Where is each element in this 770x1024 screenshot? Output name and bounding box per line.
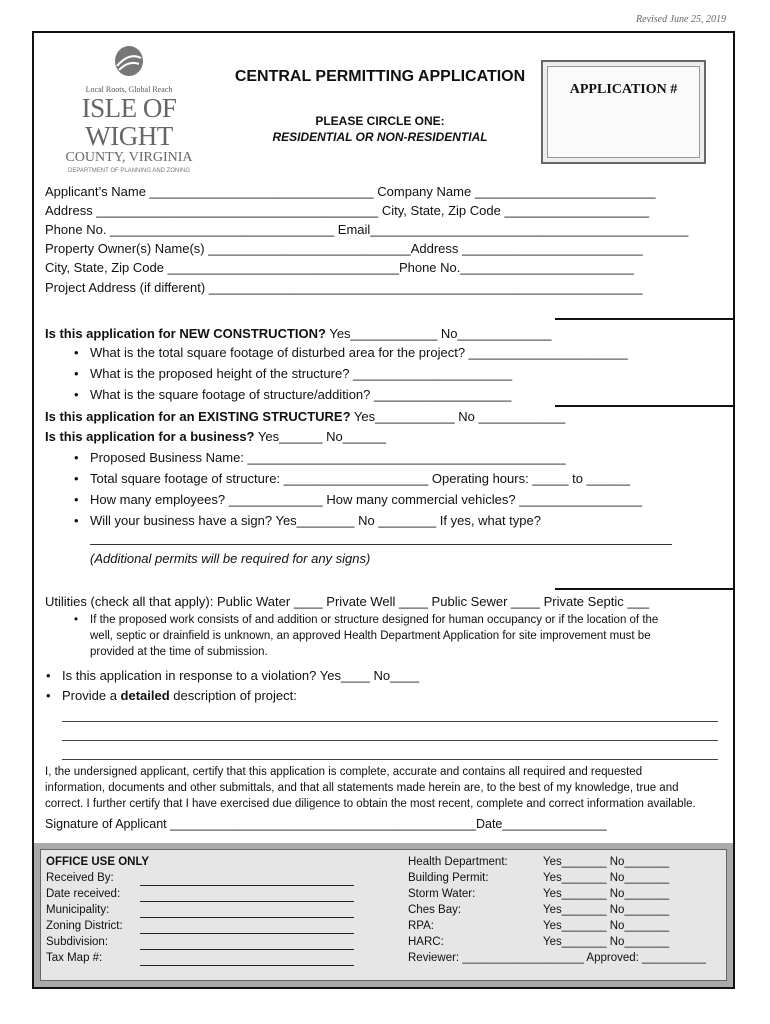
yes-no-row[interactable]: Yes_______ No_______ (543, 888, 670, 900)
yes-no-row[interactable]: Yes_______ No_______ (543, 872, 670, 884)
logo-department: DEPARTMENT OF PLANNING AND ZONING (67, 168, 190, 174)
application-number-label: APPLICATION # (569, 82, 678, 97)
business-item[interactable]: • Total square footage of structure: ____________________ Operating hours: _____ to ______ (90, 471, 630, 486)
utilities-line[interactable]: Utilities (check all that apply): Public Water ____ Private Well ____ Public Sewer ____ Private Septic ___ (45, 594, 650, 609)
logo-tagline: Local Roots, Global Reach (85, 85, 173, 94)
address-line[interactable]: Address _______________________________________ City, State, Zip Code ____________________ (45, 203, 650, 218)
existing-structure-answer[interactable]: Yes___________ No ____________ (353, 409, 566, 424)
health-dept-note-cont: well, septic or drainfield is unknown, an approved Health Department Application for site improvement must be (90, 630, 651, 642)
office-field-label: Received By: (46, 872, 114, 884)
existing-structure-question: Is this application for an EXISTING STRUCTURE? Yes___________ No ____________ (45, 409, 566, 424)
sign-type-line[interactable] (90, 544, 672, 545)
revised-date: Revised June 25, 2019 (636, 14, 726, 25)
signs-note: (Additional permits will be required for any signs) (90, 551, 371, 566)
new-construction-item[interactable]: • What is the total square footage of disturbed area for the project? ______________________ (90, 345, 628, 360)
office-field-line[interactable] (140, 901, 354, 902)
health-dept-note: • If the proposed work consists of and addition or structure designed for human occupancy or if the location of the (90, 614, 658, 626)
new-construction-item[interactable]: • What is the square footage of structure/addition? ___________________ (90, 387, 511, 402)
office-field-line[interactable] (140, 965, 354, 966)
business-item[interactable]: • Proposed Business Name: ____________________________________________ (90, 450, 566, 465)
yes-no-row[interactable]: Yes_______ No_______ (543, 904, 670, 916)
certification-text: I, the undersigned applicant, certify that this application is complete, accurate and contains all required and requested (45, 766, 643, 778)
review-item-label: Building Permit: (408, 872, 489, 884)
office-field-line[interactable] (140, 933, 354, 934)
certification-text: correct. I further certify that I have exercised due diligence to obtain the most recent, complete and correct information available. (45, 798, 696, 810)
review-item-label: Ches Bay: (408, 904, 462, 916)
review-item-label: HARC: (408, 936, 444, 948)
office-use-heading: OFFICE USE ONLY (46, 856, 150, 868)
yes-no-row[interactable]: Yes_______ No_______ (543, 856, 670, 868)
violation-question[interactable]: • Is this application in response to a violation? Yes____ No____ (62, 668, 419, 683)
signature-line[interactable]: Signature of Applicant ____________________________________________Date_______________ (45, 817, 607, 831)
review-item-label: Health Department: (408, 856, 508, 868)
new-construction-answer[interactable]: Yes____________ No_____________ (329, 326, 552, 341)
office-field-line[interactable] (140, 885, 354, 886)
reviewer-line[interactable]: Reviewer: ___________________ Approved: __________ (408, 952, 707, 964)
business-answer[interactable]: Yes______ No______ (257, 429, 387, 444)
office-field-line[interactable] (140, 949, 354, 950)
owner-city-line[interactable]: City, State, Zip Code ________________________________Phone No.________________________ (45, 260, 634, 275)
logo-name: ISLE OF WIGHT (81, 93, 177, 151)
describe-project-prompt: • Provide a detailed description of project: (62, 688, 297, 703)
description-line[interactable] (62, 721, 718, 722)
leaf-icon (107, 44, 151, 78)
office-field-label: Subdivision: (46, 936, 109, 948)
review-item-label: Storm Water: (408, 888, 476, 900)
logo-county: COUNTY, VIRGINIA (65, 150, 193, 165)
section-rule (555, 588, 733, 590)
circle-prompt: PLEASE CIRCLE ONE: (315, 114, 445, 128)
application-number-box[interactable] (541, 60, 706, 164)
property-owner-line[interactable]: Property Owner(s) Name(s) ____________________________Address _________________________ (45, 241, 643, 256)
office-field-label: Zoning District: (46, 920, 123, 932)
county-logo (44, 44, 214, 174)
circle-options[interactable]: RESIDENTIAL OR NON-RESIDENTIAL (272, 130, 488, 144)
applicant-name-line[interactable]: Applicant’s Name _______________________________ Company Name _________________________ (45, 184, 656, 199)
description-line[interactable] (62, 740, 718, 741)
yes-no-row[interactable]: Yes_______ No_______ (543, 936, 670, 948)
description-line[interactable] (62, 759, 718, 760)
section-rule (555, 405, 733, 407)
new-construction-question: Is this application for NEW CONSTRUCTION? Yes____________ No_____________ (45, 326, 552, 341)
office-field-line[interactable] (140, 917, 354, 918)
new-construction-item[interactable]: • What is the proposed height of the structure? ______________________ (90, 366, 512, 381)
office-field-label: Municipality: (46, 904, 110, 916)
health-dept-note-cont: provided at the time of submission. (90, 646, 268, 658)
form-title: CENTRAL PERMITTING APPLICATION (234, 68, 526, 85)
yes-no-row[interactable]: Yes_______ No_______ (543, 920, 670, 932)
office-field-label: Date received: (46, 888, 121, 900)
phone-email-line[interactable]: Phone No. _______________________________ Email____________________________________________ (45, 222, 689, 237)
section-rule (555, 318, 733, 320)
certification-text: information, documents and other submittals, and that all statements made herein are, to the best of my knowledge, true and (45, 782, 679, 794)
review-item-label: RPA: (408, 920, 434, 932)
project-address-line[interactable]: Project Address (if different) ____________________________________________________________ (45, 280, 643, 295)
business-item[interactable]: • How many employees? _____________ How many commercial vehicles? _________________ (90, 492, 642, 507)
business-item[interactable]: • Will your business have a sign? Yes________ No ________ If yes, what type? (90, 513, 541, 528)
business-question: Is this application for a business? Yes______ No______ (45, 429, 387, 444)
office-field-label: Tax Map #: (46, 952, 103, 964)
